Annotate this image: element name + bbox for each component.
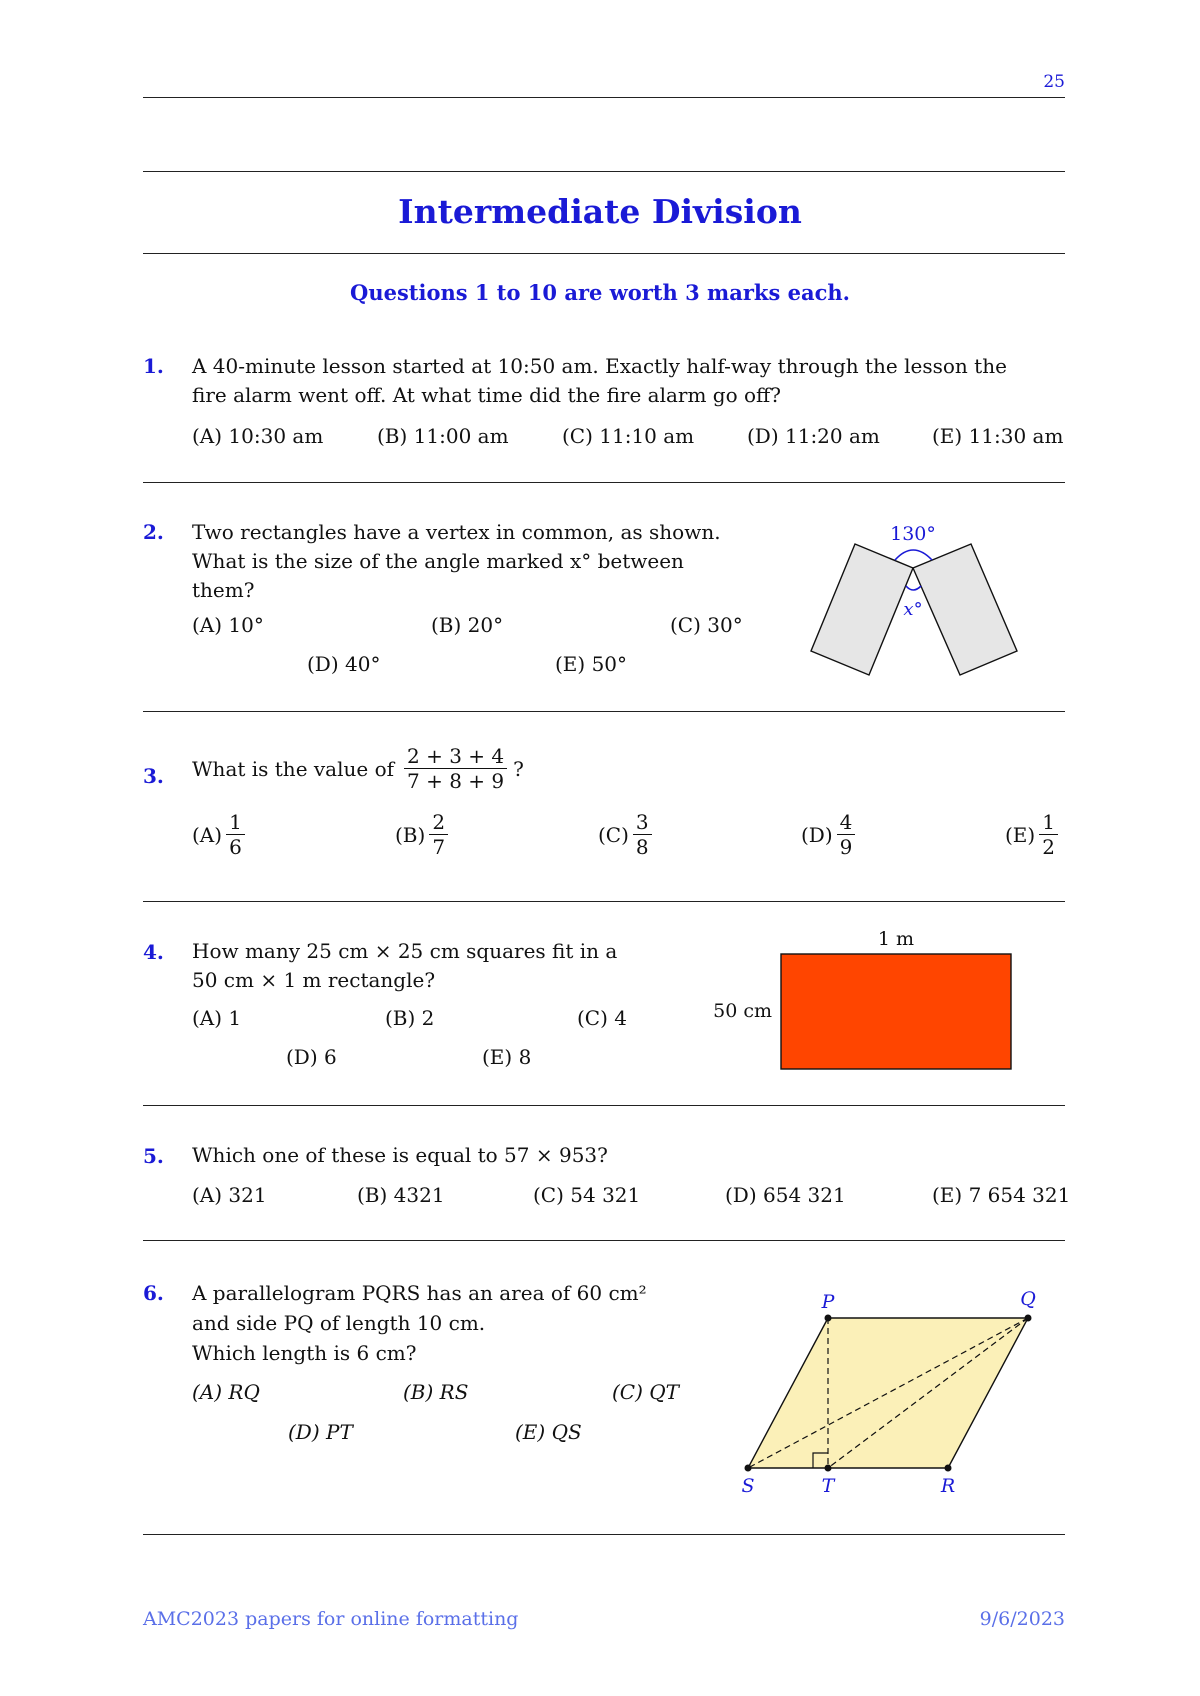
option-d[interactable] xyxy=(801,812,855,858)
label-t: T xyxy=(821,1475,835,1497)
option-b[interactable]: (B) 2 xyxy=(385,1006,435,1030)
question-number: 6. xyxy=(143,1281,164,1305)
expression-fraction xyxy=(404,746,507,792)
question-text-suffix: ? xyxy=(513,756,524,781)
option-a[interactable] xyxy=(192,812,245,858)
option-c[interactable]: (C) 54 321 xyxy=(533,1183,641,1207)
label-r: R xyxy=(940,1475,956,1497)
orange-rectangle xyxy=(781,954,1011,1069)
question-number: 4. xyxy=(143,940,164,964)
option-numerator: 3 xyxy=(633,812,652,835)
point-p xyxy=(825,1315,832,1322)
option-label: (B) xyxy=(395,823,426,847)
option-label: (E) xyxy=(1005,823,1036,847)
label-q: Q xyxy=(1020,1288,1036,1310)
label-p: P xyxy=(821,1291,835,1313)
rectangle-figure xyxy=(700,920,1020,1080)
option-denominator: 9 xyxy=(839,835,853,859)
question-text: Which one of these is equal to 57 × 953? xyxy=(192,1143,608,1167)
option-b[interactable]: (B) 20° xyxy=(431,613,504,637)
option-c[interactable]: (C) 4 xyxy=(577,1006,627,1030)
divider xyxy=(143,482,1065,483)
option-b[interactable] xyxy=(395,812,448,858)
angle-label-x: x° xyxy=(903,599,923,620)
right-rectangle xyxy=(913,544,1017,675)
option-numerator: 2 xyxy=(429,812,448,835)
question-text-line: and side PQ of length 10 cm. xyxy=(192,1311,486,1335)
option-label: (C) xyxy=(598,823,629,847)
question-text-prefix: What is the value of xyxy=(192,756,395,781)
rectangles-figure xyxy=(800,520,1030,680)
fraction-numerator: 2 + 3 + 4 xyxy=(404,746,507,769)
page-number: 25 xyxy=(1043,72,1065,92)
question-text-line: How many 25 cm × 25 cm squares fit in a xyxy=(192,939,618,963)
option-d[interactable]: (D) 654 321 xyxy=(725,1183,846,1207)
fraction-denominator: 7 + 8 + 9 xyxy=(407,769,505,793)
height-label: 50 cm xyxy=(713,1000,772,1022)
section-subtitle: Questions 1 to 10 are worth 3 marks each. xyxy=(350,280,850,305)
option-c[interactable]: (C) 30° xyxy=(670,613,743,637)
question-text-line: Which length is 6 cm? xyxy=(192,1341,417,1365)
parallelogram-figure xyxy=(720,1280,1050,1505)
option-denominator: 2 xyxy=(1042,835,1055,859)
divider xyxy=(143,1534,1065,1535)
option-a[interactable]: (A) 1 xyxy=(192,1006,242,1030)
option-numerator: 4 xyxy=(837,812,856,835)
question-text xyxy=(192,352,1007,410)
divider xyxy=(143,1240,1065,1241)
divider xyxy=(143,711,1065,712)
question-text-line: 50 cm × 1 m rectangle? xyxy=(192,968,436,992)
option-b[interactable]: (B) 4321 xyxy=(357,1183,445,1207)
option-b[interactable]: (B) 11:00 am xyxy=(377,424,509,448)
option-e[interactable]: (E) 50° xyxy=(555,652,628,676)
option-d[interactable]: (D) PT xyxy=(288,1420,353,1444)
angle-arc-top xyxy=(895,550,932,560)
option-e[interactable] xyxy=(1005,812,1058,858)
angle-arc-x xyxy=(906,586,921,590)
option-a[interactable]: (A) 10° xyxy=(192,613,264,637)
option-numerator: 1 xyxy=(226,812,245,835)
question-text-line: What is the size of the angle marked x° between xyxy=(192,549,684,573)
divider xyxy=(143,171,1065,172)
angle-label-130: 130° xyxy=(890,523,936,545)
option-a[interactable]: (A) 10:30 am xyxy=(192,424,324,448)
point-r xyxy=(945,1465,952,1472)
divider xyxy=(143,1105,1065,1106)
option-e[interactable]: (E) 8 xyxy=(482,1045,532,1069)
question-text-line: A parallelogram PQRS has an area of 60 cm² xyxy=(192,1281,647,1305)
option-a[interactable]: (A) 321 xyxy=(192,1183,267,1207)
option-denominator: 7 xyxy=(432,835,446,859)
option-c[interactable]: (C) 11:10 am xyxy=(562,424,695,448)
option-d[interactable]: (D) 11:20 am xyxy=(747,424,880,448)
option-numerator: 1 xyxy=(1039,812,1058,835)
divider xyxy=(143,901,1065,902)
option-c[interactable] xyxy=(598,812,652,858)
option-e[interactable]: (E) QS xyxy=(515,1420,582,1444)
point-s xyxy=(745,1465,752,1472)
question-text xyxy=(192,937,617,995)
width-label: 1 m xyxy=(877,928,915,950)
option-d[interactable]: (D) 40° xyxy=(307,652,381,676)
question-text-line: A 40-minute lesson started at 10:50 am. Exactly half-way through the lesson the xyxy=(192,354,1007,378)
option-d[interactable]: (D) 6 xyxy=(286,1045,337,1069)
question-text-line: fire alarm went off. At what time did the fire alarm go off? xyxy=(192,383,781,407)
point-q xyxy=(1025,1315,1032,1322)
question-number: 5. xyxy=(143,1144,164,1168)
point-t xyxy=(825,1465,832,1472)
option-c[interactable]: (C) QT xyxy=(612,1380,680,1404)
question-number: 3. xyxy=(143,764,164,788)
question-text-line: Two rectangles have a vertex in common, as shown. xyxy=(192,520,721,544)
option-label: (D) xyxy=(801,823,833,847)
footer-left: AMC2023 papers for online formatting xyxy=(143,1608,519,1630)
question-number: 1. xyxy=(143,354,164,378)
page-title: Intermediate Division xyxy=(398,192,802,231)
question-text xyxy=(192,1278,647,1368)
divider xyxy=(143,253,1065,254)
question-text xyxy=(192,746,524,792)
footer-date: 9/6/2023 xyxy=(979,1608,1065,1630)
divider xyxy=(143,97,1065,98)
option-b[interactable]: (B) RS xyxy=(403,1380,469,1404)
label-s: S xyxy=(741,1475,755,1497)
left-rectangle xyxy=(811,544,913,675)
option-denominator: 8 xyxy=(635,835,649,859)
question-text-line: them? xyxy=(192,578,255,602)
option-denominator: 6 xyxy=(229,835,242,859)
option-e[interactable]: (E) 7 654 321 xyxy=(932,1183,1071,1207)
question-text xyxy=(192,518,721,605)
option-a[interactable]: (A) RQ xyxy=(192,1380,260,1404)
option-label: (A) xyxy=(192,823,223,847)
option-e[interactable]: (E) 11:30 am xyxy=(932,424,1064,448)
question-number: 2. xyxy=(143,520,164,544)
